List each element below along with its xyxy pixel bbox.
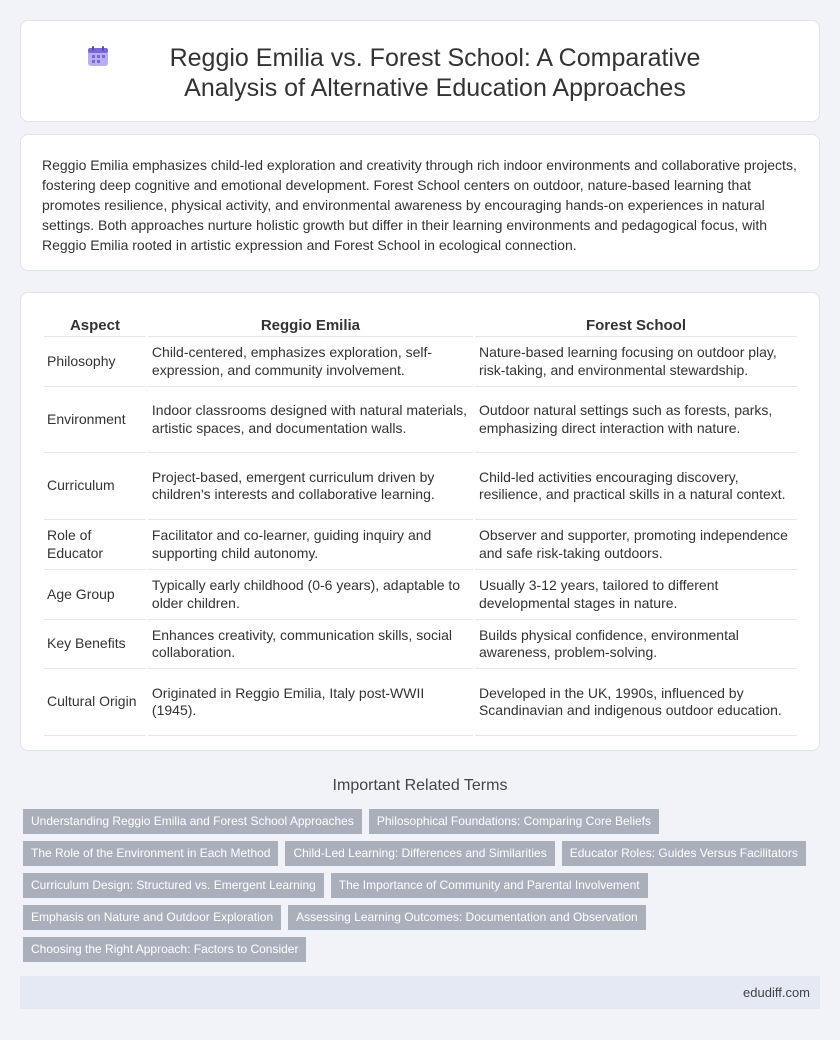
header-aspect: Aspect bbox=[44, 315, 146, 337]
related-term-tag[interactable]: Curriculum Design: Structured vs. Emergent Learning bbox=[23, 873, 324, 898]
related-terms-list bbox=[23, 809, 813, 969]
row-aspect: Philosophy bbox=[44, 337, 146, 387]
table-row bbox=[44, 520, 797, 570]
footer bbox=[20, 976, 820, 1009]
header-card bbox=[20, 20, 820, 122]
row-aspect: Role of Educator bbox=[44, 520, 146, 570]
row-reggio: Facilitator and co-learner, guiding inquiry and supporting child autonomy. bbox=[148, 520, 473, 570]
related-terms-title: Important Related Terms bbox=[332, 777, 508, 794]
row-aspect: Environment bbox=[44, 387, 146, 453]
row-reggio: Child-centered, emphasizes exploration, self-expression, and community involvement. bbox=[148, 337, 473, 387]
row-reggio: Enhances creativity, communication skills, social collaboration. bbox=[148, 620, 473, 669]
table-header-row bbox=[44, 315, 797, 337]
table-row bbox=[44, 453, 797, 520]
summary-text: Reggio Emilia emphasizes child-led exploration and creativity through rich indoor environments and collaborative projects, fostering deep cognitive and emotional development. Forest School centers on outdoor, nature-based learning that promotes resilience, physical activity, and environmental awareness by encouraging hands-on experiences in natural settings. Both approaches nurture holistic growth but differ in their learning environments and pedagogical focus, with Reggio Emilia rooted in artistic expression and Forest School in ecological connection. bbox=[42, 157, 797, 253]
related-term-tag[interactable]: The Importance of Community and Parental Involvement bbox=[331, 873, 648, 898]
row-forest: Usually 3-12 years, tailored to different developmental stages in nature. bbox=[475, 570, 797, 620]
comparison-table-card bbox=[20, 292, 820, 751]
row-forest: Outdoor natural settings such as forests, parks, emphasizing direct interaction with nature. bbox=[475, 387, 797, 453]
row-aspect: Curriculum bbox=[44, 453, 146, 520]
row-forest: Child-led activities encouraging discovery, resilience, and practical skills in a natural context. bbox=[475, 453, 797, 520]
row-aspect: Key Benefits bbox=[44, 620, 146, 669]
page-title: Reggio Emilia vs. Forest School: A Comparative Analysis of Alternative Education Approaches bbox=[169, 44, 701, 102]
header-forest-school: Forest School bbox=[475, 315, 797, 337]
row-reggio: Project-based, emergent curriculum driven by children's interests and collaborative learning. bbox=[148, 453, 473, 520]
row-forest: Observer and supporter, promoting independence and safe risk-taking outdoors. bbox=[475, 520, 797, 570]
table-row bbox=[44, 337, 797, 387]
comparison-table bbox=[42, 315, 799, 736]
table-row bbox=[44, 570, 797, 620]
table-row bbox=[44, 669, 797, 736]
row-aspect: Cultural Origin bbox=[44, 669, 146, 736]
related-term-tag[interactable]: Understanding Reggio Emilia and Forest School Approaches bbox=[23, 809, 362, 834]
row-reggio: Typically early childhood (0-6 years), adaptable to older children. bbox=[148, 570, 473, 620]
row-aspect: Age Group bbox=[44, 570, 146, 620]
table-row bbox=[44, 387, 797, 453]
row-forest: Developed in the UK, 1990s, influenced by Scandinavian and indigenous outdoor education. bbox=[475, 669, 797, 736]
footer-site-link[interactable]: edudiff.com bbox=[743, 985, 810, 1000]
summary-card bbox=[20, 134, 820, 271]
row-reggio: Indoor classrooms designed with natural materials, artistic spaces, and documentation walls. bbox=[148, 387, 473, 453]
related-term-tag[interactable]: Assessing Learning Outcomes: Documentation and Observation bbox=[288, 905, 646, 930]
related-term-tag[interactable]: Philosophical Foundations: Comparing Core Beliefs bbox=[369, 809, 659, 834]
table-row bbox=[44, 620, 797, 669]
related-term-tag[interactable]: Choosing the Right Approach: Factors to Consider bbox=[23, 937, 306, 962]
related-term-tag[interactable]: Emphasis on Nature and Outdoor Exploration bbox=[23, 905, 281, 930]
related-term-tag[interactable]: The Role of the Environment in Each Method bbox=[23, 841, 278, 866]
row-reggio: Originated in Reggio Emilia, Italy post-WWII (1945). bbox=[148, 669, 473, 736]
related-term-tag[interactable]: Educator Roles: Guides Versus Facilitators bbox=[562, 841, 806, 866]
row-forest: Nature-based learning focusing on outdoor play, risk-taking, and environmental stewardship. bbox=[475, 337, 797, 387]
related-term-tag[interactable]: Child-Led Learning: Differences and Similarities bbox=[285, 841, 554, 866]
header-reggio-emilia: Reggio Emilia bbox=[148, 315, 473, 337]
row-forest: Builds physical confidence, environmental awareness, problem-solving. bbox=[475, 620, 797, 669]
